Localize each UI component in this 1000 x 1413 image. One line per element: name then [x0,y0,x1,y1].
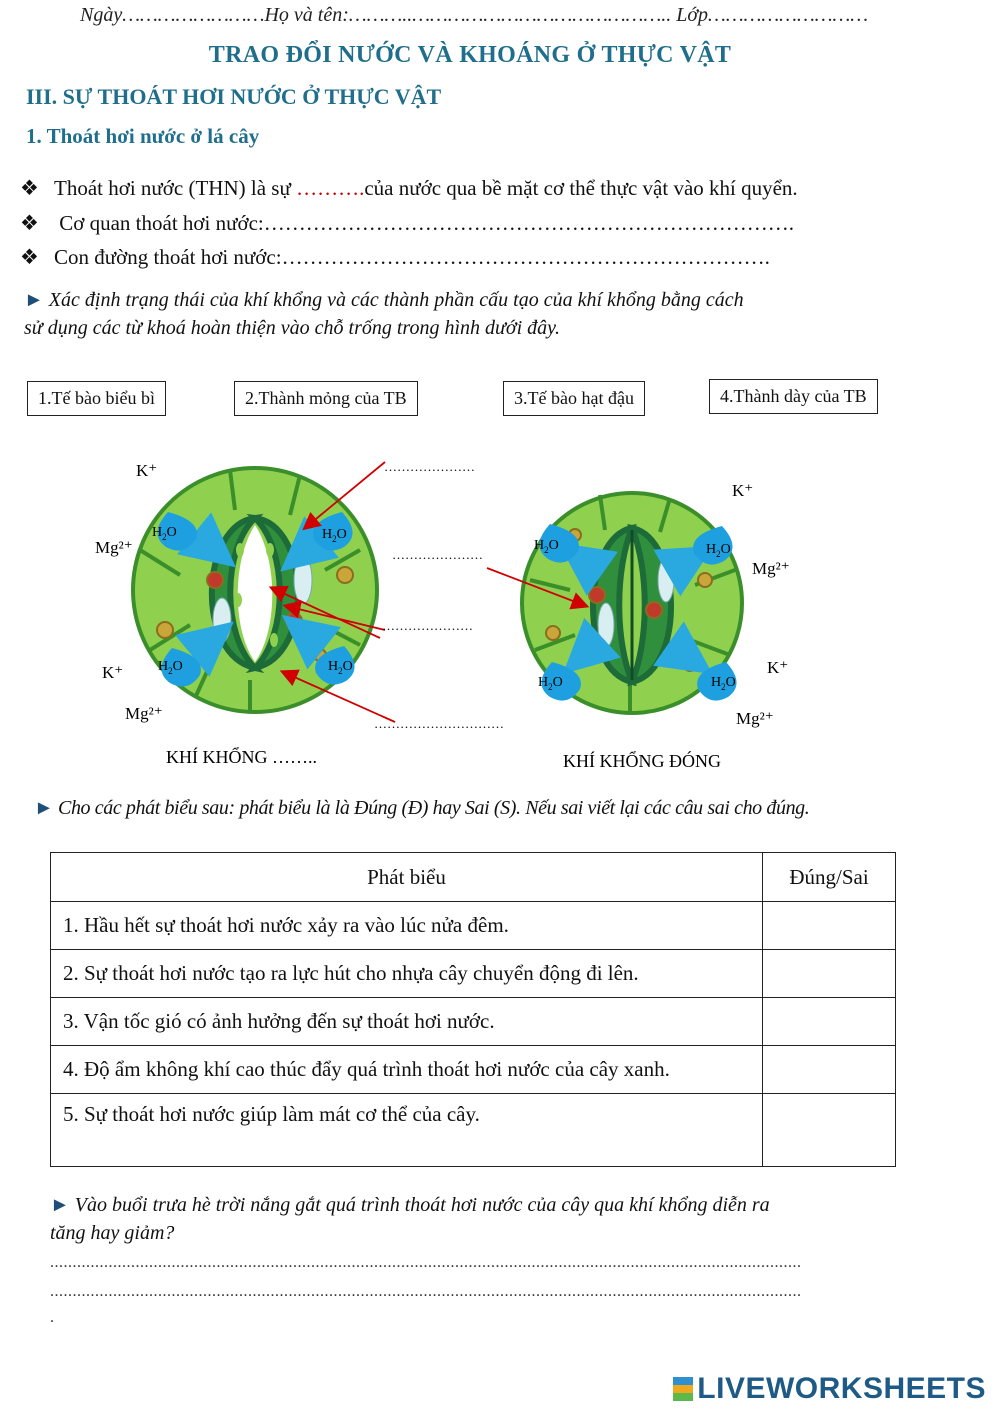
triangle-bullet-icon: ► [24,289,44,311]
column-header-true-false: Đúng/Sai [763,853,896,902]
worksheet-title: TRAO ĐỔI NƯỚC VÀ KHOÁNG Ở THỰC VẬT [208,42,732,68]
table-row [51,1046,896,1094]
svg-text:H2O: $H_2O$ [534,538,559,555]
table-row [51,1094,896,1167]
keyword-box[interactable]: 3.Tế bào hạt đậu [503,381,645,416]
stomata-diagram [0,440,1000,785]
ion-label: K⁺ [136,461,158,480]
class-label: Lớp [676,4,709,26]
ion-label: K⁺ [767,658,789,677]
answer-cell[interactable] [763,1046,896,1094]
keyword-box[interactable]: 4.Thành dày của TB [709,379,878,414]
answer-line[interactable]: ....................................................................................................................................................................... [50,1254,802,1271]
keyword-box[interactable]: 1.Tế bào biểu bì [27,381,166,416]
header-info-line [80,4,868,27]
bullet-text-with-blank[interactable]: Con đường thoát hơi nước:……………………………………………………………. [54,245,770,269]
table-row [51,902,896,950]
instruction-line: tăng hay giảm? [50,1222,175,1244]
label-blank[interactable]: ………………… [384,459,475,474]
date-field[interactable]: …………………… [122,4,265,26]
closed-stoma-caption: KHÍ KHỔNG ĐÓNG [563,751,721,771]
logo-text: LIVEWORKSHEETS [697,1372,986,1405]
bullet-organ [20,211,794,236]
liveworksheets-logo-icon [673,1377,693,1401]
date-label: Ngày [80,4,123,26]
open-stoma-illustration [133,462,395,722]
statement-cell: 1. Hầu hết sự thoát hơi nước xảy ra vào lúc nửa đêm. [51,902,763,950]
ion-label: Mg²⁺ [752,559,790,578]
ion-label: Mg²⁺ [95,538,133,557]
answer-cell[interactable] [763,950,896,998]
statements-table [50,852,896,1167]
ion-label: K⁺ [102,663,124,682]
subsection-heading: 1. Thoát hơi nước ở lá cây [26,124,260,148]
diamond-bullet-icon: ❖ [20,176,39,200]
statement-cell: 3. Vận tốc gió có ảnh hưởng đến sự thoát hơi nước. [51,998,763,1046]
section-heading: III. SỰ THOÁT HƠI NƯỚC Ở THỰC VẬT [26,84,442,109]
svg-text:H2O: $H_2O$ [711,675,736,692]
class-field[interactable]: ……………………… [708,4,869,26]
bullet-text: của nước qua bề mặt cơ thể thực vật vào khí quyển. [364,176,798,200]
answer-cell[interactable] [763,1094,896,1167]
instruction-line: Xác định trạng thái của khí khổng và các thành phần cấu tạo của khí khổng bằng cách [43,289,744,311]
svg-text:H2O: $H_2O$ [152,525,177,542]
statement-cell: 4. Độ ẩm không khí cao thúc đẩy quá trình thoát hơi nước của cây xanh. [51,1046,763,1094]
svg-text:H2O: $H_2O$ [158,659,183,676]
diamond-bullet-icon: ❖ [20,245,39,269]
answer-cell[interactable] [763,902,896,950]
name-label: Họ và tên: [264,4,349,26]
liveworksheets-logo [673,1372,986,1406]
svg-text:H2O: $H_2O$ [328,659,353,676]
bullet-text-with-blank[interactable]: Cơ quan thoát hơi nước:…………………………………………………………………. [54,211,795,235]
label-blank[interactable]: ………………… [392,547,483,562]
open-stoma-caption[interactable]: KHÍ KHỔNG …….. [166,747,317,767]
answer-cell[interactable] [763,998,896,1046]
bullet-text: Thoát hơi nước (THN) là sự [54,176,297,200]
label-blank[interactable]: ………………… [382,618,473,633]
ion-label: Mg²⁺ [125,704,163,723]
statement-cell: 2. Sự thoát hơi nước tạo ra lực hút cho nhựa cây chuyển động đi lên. [51,950,763,998]
answer-line[interactable]: . [50,1309,55,1326]
table-row [51,998,896,1046]
label-blank[interactable]: ………………………… [374,716,504,731]
blank-field[interactable]: ………. [296,176,365,200]
svg-text:H2O: $H_2O$ [706,542,731,559]
triangle-bullet-icon: ► [34,797,54,819]
closed-stoma-illustration [487,493,742,713]
table-row [51,950,896,998]
instruction-line: Cho các phát biểu sau: phát biểu là là Đúng (Đ) hay Sai (S). Nếu sai viết lại các câu sai cho đúng. [53,797,810,819]
instruction-line: Vào buổi trưa hè trời nắng gắt quá trình thoát hơi nước của cây qua khí khổng diễn ra [69,1194,770,1216]
ion-label: Mg²⁺ [736,709,774,728]
instruction-true-false [34,794,809,822]
instruction-question [50,1191,770,1247]
answer-line[interactable]: ....................................................................................................................................................................... [50,1283,802,1300]
ion-label: K⁺ [732,481,754,500]
svg-text:H2O: $H_2O$ [322,527,347,544]
name-field[interactable]: ………..…………………………………….. [348,4,677,26]
instruction-line: sử dụng các từ khoá hoàn thiện vào chỗ trống trong hình dưới đây. [24,317,560,339]
statement-cell: 5. Sự thoát hơi nước giúp làm mát cơ thể của cây. [51,1094,763,1167]
column-header-statement: Phát biểu [51,853,763,902]
instruction-diagram [24,286,744,342]
svg-text:H2O: $H_2O$ [538,675,563,692]
bullet-definition [20,176,798,201]
diamond-bullet-icon: ❖ [20,211,39,235]
triangle-bullet-icon: ► [50,1194,70,1216]
keyword-box[interactable]: 2.Thành mỏng của TB [234,381,418,416]
bullet-pathway [20,245,770,270]
